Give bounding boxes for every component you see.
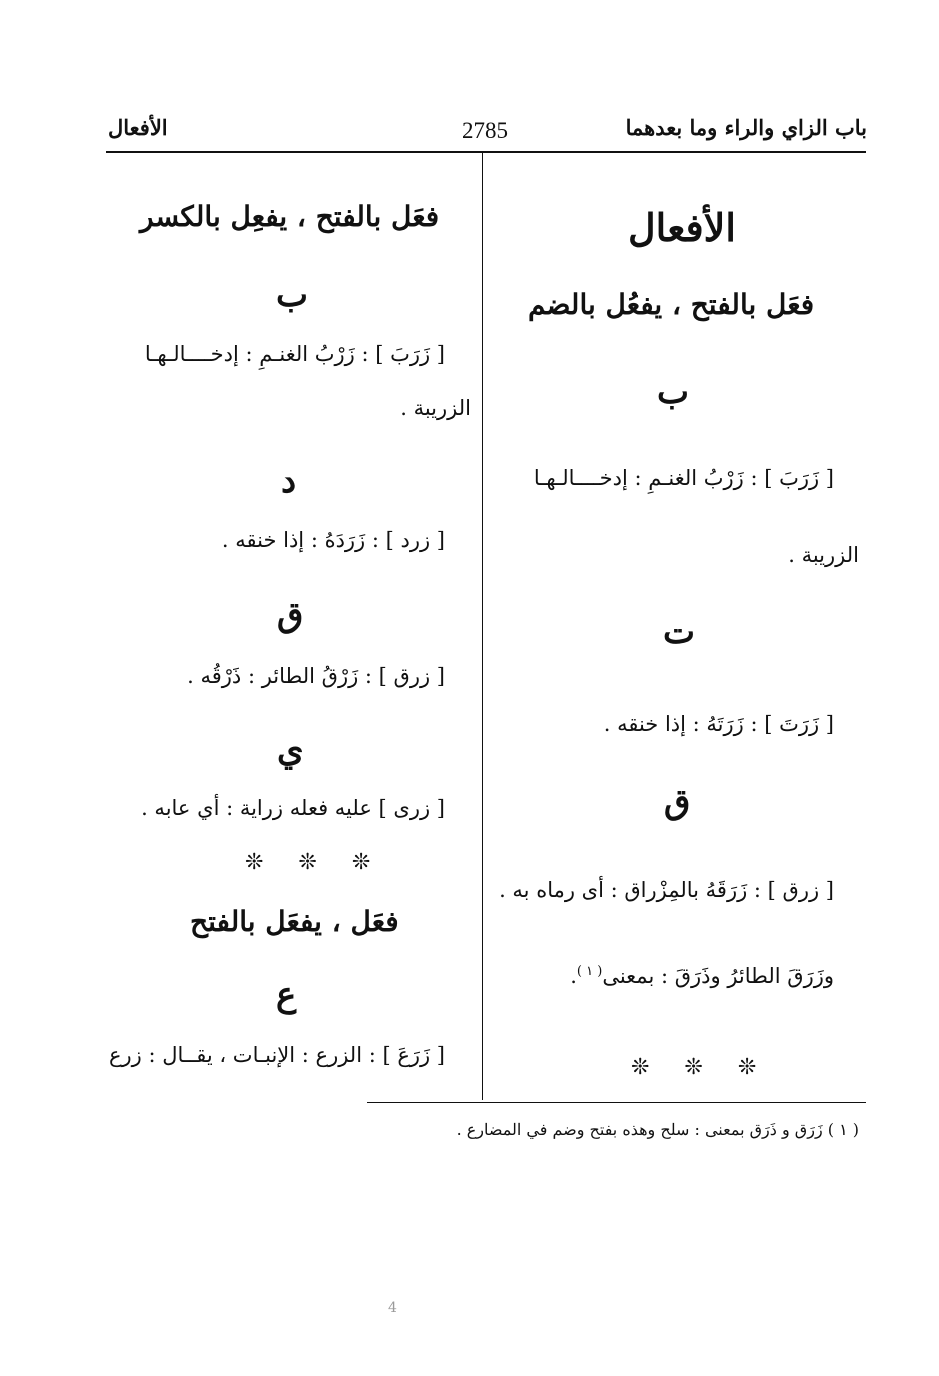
right-entry-zaraq-line2 <box>570 964 834 988</box>
left-letter-ain: ع <box>276 975 297 1015</box>
right-entry-zaraq-end: . <box>570 964 577 988</box>
right-entry-zaraq-line1: [ زرق ] : زَرَقَهُ بالمِزْراق : أى رماه به . <box>499 878 834 902</box>
page-number: 2785 <box>462 118 508 143</box>
left-entry-zarab-line2: الزريبة . <box>400 396 471 420</box>
right-separator-stars: ❊ ❊ ❊ <box>631 1055 771 1080</box>
header-rule <box>106 151 866 153</box>
section-title: الأفعال <box>108 115 168 140</box>
left-entry-zaraq: [ زرق ] : زَرْقُ الطائر : ذَرْقُه . <box>187 664 445 688</box>
left-entry-zara-ain: [ زَرَعَ ] : الزرع : الإنبـات ، يقــال : زرع <box>109 1043 445 1067</box>
left-letter-y: ي <box>277 730 304 770</box>
right-entry-zarab-line2: الزريبة . <box>788 543 859 567</box>
left-entry-zarab-line1: [ زَرَبَ ] : زَرْبُ الغنـمِ : إدخــــالـهـا <box>144 342 445 366</box>
right-entry-zarab-line1: [ زَرَبَ ] : زَرْبُ الغنـمِ : إدخــــالـهـا <box>533 466 834 490</box>
chapter-title: باب الزاي والراء وما بعدهما <box>625 115 867 140</box>
left-entry-zara: [ زرى ] عليه فعله زراية : أي عابه . <box>141 796 445 820</box>
left-separator-stars: ❊ ❊ ❊ <box>245 850 385 875</box>
footnote-rule <box>367 1102 866 1103</box>
right-entry-zarat: [ زَرَتَ ] : زَرَتَهُ : إذا خنقه . <box>603 712 834 736</box>
left-column-heading-2: فعَل ، يفعَل بالفتح <box>190 905 399 938</box>
right-letter-b: ب <box>657 372 690 412</box>
right-column-title: الأفعال <box>628 205 736 250</box>
stray-pencil-mark: 4 <box>388 1300 397 1316</box>
left-entry-zarad: [ زرد ] : زَرَدَهُ : إذا خنقه . <box>221 528 445 552</box>
left-column-heading: فعَل بالفتح ، يفعِل بالكسر <box>140 200 440 233</box>
right-column-heading: فعَل بالفتح ، يفعُل بالضم <box>528 288 815 321</box>
left-letter-b: ب <box>276 275 309 315</box>
footnote-text: ( ١ ) زَرَق و ذَرَق بمعنى : سلح وهذه بفتح وضم في المضارع . <box>456 1120 859 1139</box>
footnote-reference: ( ١ ) <box>576 964 603 979</box>
right-letter-t: ت <box>663 612 696 652</box>
right-entry-zaraq-text: وزَرَقَ الطائرُ وذَرَقَ : بمعنى <box>602 964 834 988</box>
left-letter-q: ق <box>277 595 304 635</box>
left-letter-d: د <box>281 461 297 501</box>
column-divider <box>482 152 483 1100</box>
right-letter-q: ق <box>664 782 691 822</box>
